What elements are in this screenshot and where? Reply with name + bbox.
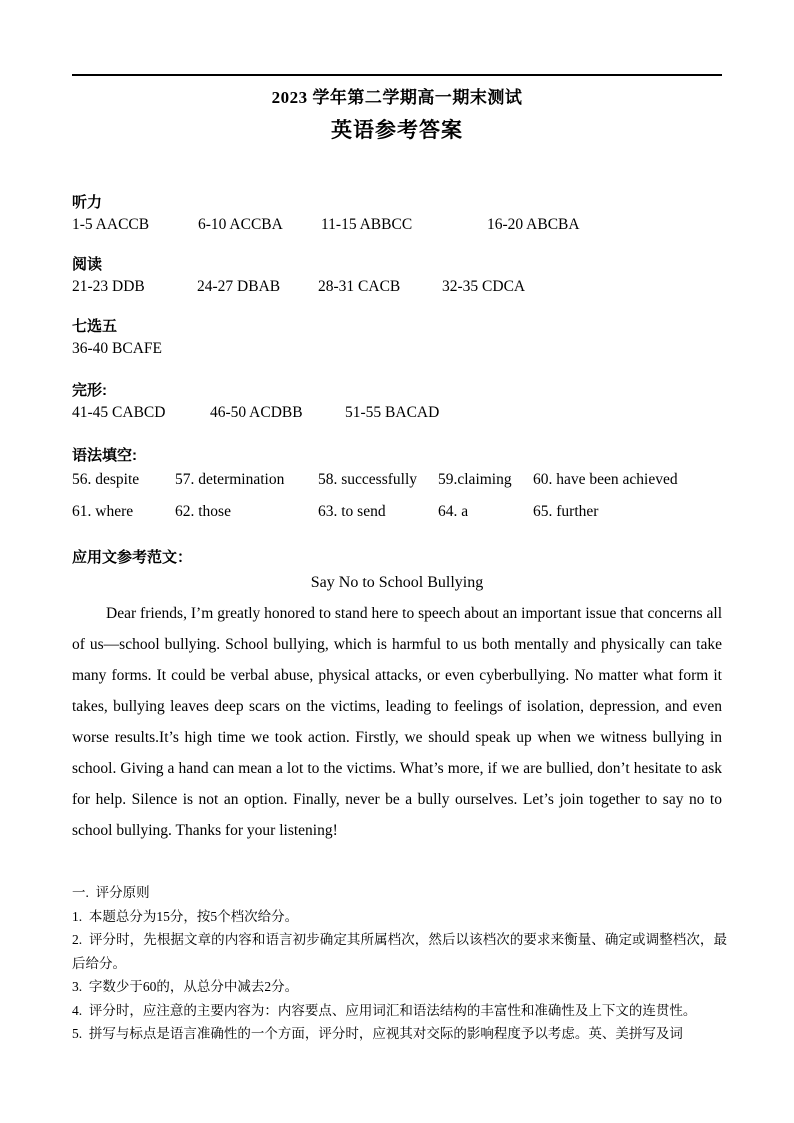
reading-answers-row (72, 278, 732, 300)
grammar-answers-row-1 (72, 471, 732, 493)
answer-cell: 57. determination (175, 471, 285, 488)
answer-cell: 59.claiming (438, 471, 512, 488)
answer-cell: 41-45 CABCD (72, 404, 166, 421)
answer-cell: 28-31 CACB (318, 278, 401, 295)
answer-cell: 1-5 AACCB (72, 216, 150, 233)
scoring-item: 1. 本题总分为15分，按5个档次给分。 (72, 908, 299, 924)
answer-cell: 61. where (72, 503, 134, 520)
answer-cell: 62. those (175, 503, 231, 520)
answer-cell: 46-50 ACDBB (210, 404, 303, 421)
scoring-item: 5. 拼写与标点是语言准确性的一个方面，评分时，应视其对交际的影响程度予以考虑。英、美拼写及词 (72, 1026, 683, 1041)
essay-title: Say No to School Bullying (310, 574, 484, 591)
answer-cell: 21-23 DDB (72, 278, 145, 295)
section-heading-reading: 阅读 (72, 256, 103, 273)
cloze-answers-row (72, 404, 732, 426)
listening-answers-row (72, 216, 732, 238)
answer-cell: 63. to send (318, 503, 386, 520)
doc-title: 2023 学年第二学期高一期末测试 (271, 88, 523, 107)
answer-cell: 11-15 ABBCC (321, 216, 413, 233)
answer-cell: 32-35 CDCA (442, 278, 526, 295)
scoring-heading: 一. 评分原则 (72, 885, 150, 900)
scoring-principles (72, 881, 727, 1046)
answer-cell: 60. have been achieved (533, 471, 678, 488)
scoring-item: 4. 评分时，应注意的主要内容为：内容要点、应用词汇和语法结构的丰富性和准确性及上下文的连贯性。 (72, 1002, 697, 1018)
answer-cell: 24-27 DBAB (197, 278, 281, 295)
seven-choose-five-answers-row (72, 340, 732, 362)
essay-body: Dear friends, I’m greatly honored to stand here to speech about an important issue that concerns all of us—school bullying. School bullying, which is harmful to us both mentally and physically can take many forms. It could be verbal abuse, physical attacks, or even cyberbullying. No matter what form it takes, bullying leaves deep scars on the victims, leading to feelings of isolation, depression, and even worse results.It’s high time we took action. Firstly, we should speak up when we witness bullying in school. Giving a hand can mean a lot to the victims. What’s more, if we are bullied, don’t hesitate to ask for help. Silence is not an option. Finally, never be a bully ourselves. Let’s join together to say no to school bullying. Thanks for your listening! (72, 605, 722, 839)
doc-subtitle: 英语参考答案 (331, 119, 463, 142)
scoring-item: 2. 评分时，先根据文章的内容和语言初步确定其所属档次，然后以该档次的要求来衡量、确定或调整档次，最后给分。 (72, 932, 727, 971)
header-rule (72, 74, 722, 76)
section-heading-cloze: 完形: (72, 382, 107, 399)
section-heading-listening: 听力 (72, 194, 103, 211)
scoring-item: 3. 字数少于60的，从总分中减去2分。 (72, 979, 299, 994)
answer-cell: 36-40 BCAFE (72, 340, 162, 357)
answer-cell: 51-55 BACAD (345, 404, 440, 421)
section-heading-grammar: 语法填空: (72, 447, 137, 464)
grammar-answers-row-2 (72, 503, 732, 525)
answer-cell: 56. despite (72, 471, 140, 488)
answer-cell: 58. successfully (318, 471, 418, 488)
answer-cell: 65. further (533, 503, 599, 520)
section-heading-essay: 应用文参考范文： (72, 549, 193, 566)
answer-cell: 16-20 ABCBA (487, 216, 580, 233)
answer-cell: 6-10 ACCBA (198, 216, 283, 233)
section-heading-seven-choose-five: 七选五 (72, 318, 118, 335)
answer-cell: 64. a (438, 503, 469, 520)
